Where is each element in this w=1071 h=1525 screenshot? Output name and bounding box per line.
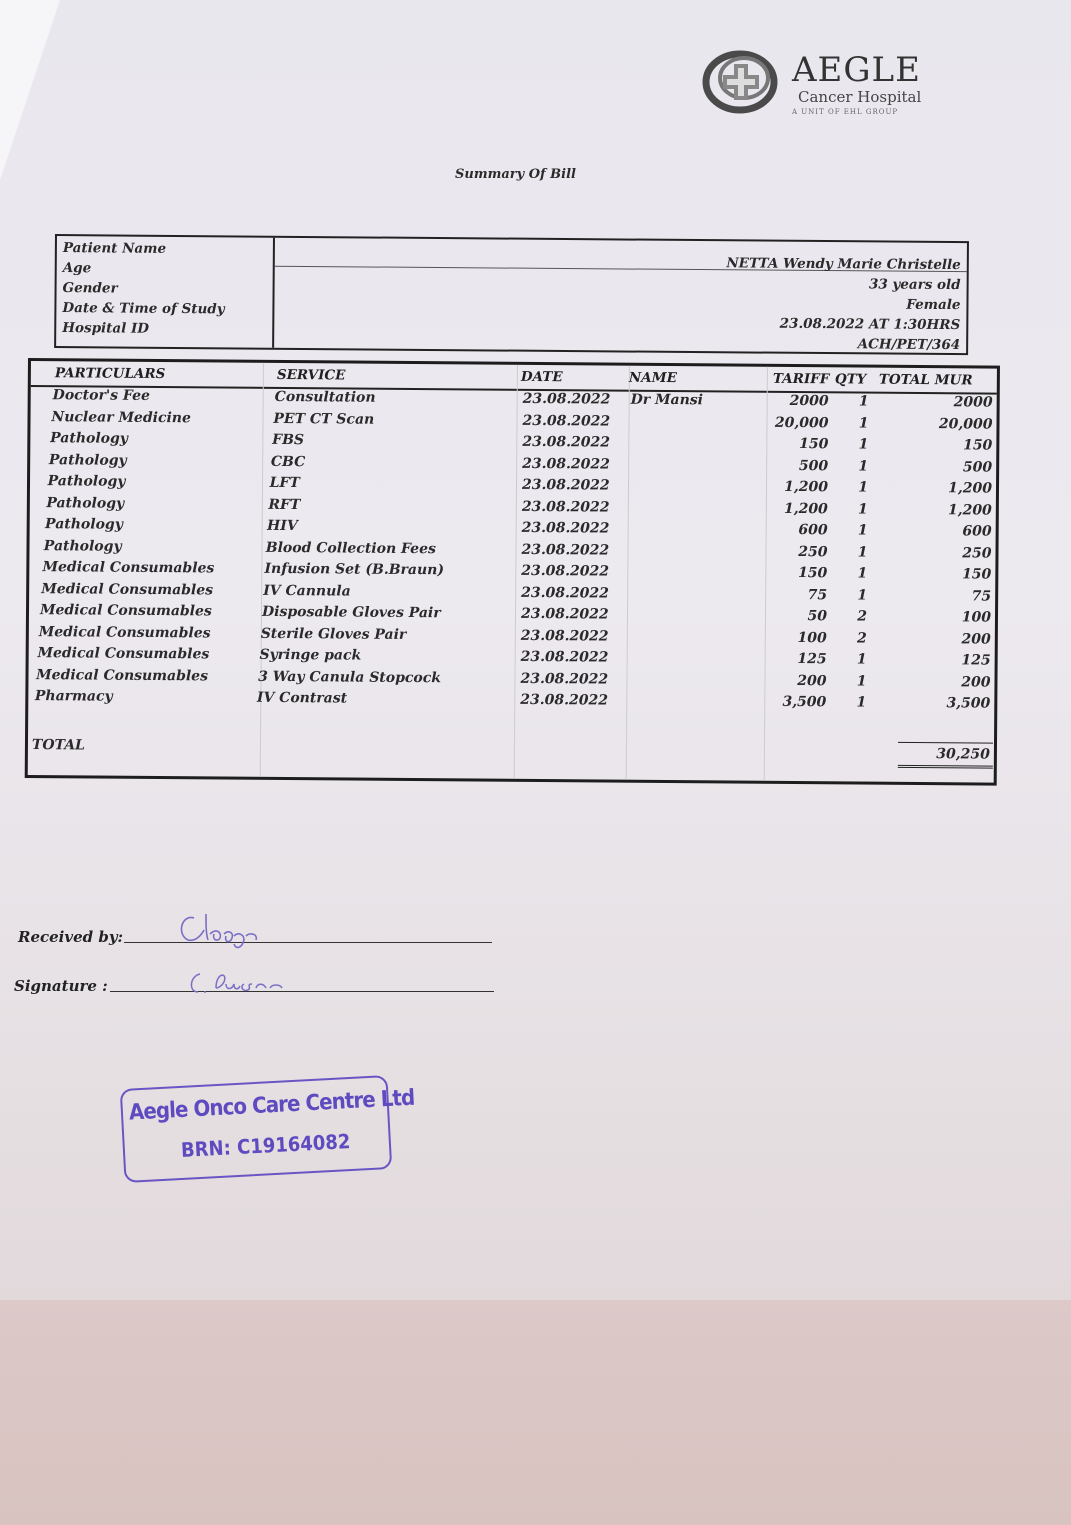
cell-date: 23.08.2022 — [521, 498, 610, 516]
cell-total: 200 — [961, 673, 991, 691]
company-stamp — [120, 1075, 415, 1183]
patient-label: Date & Time of Study — [62, 300, 225, 318]
cell-date: 23.08.2022 — [521, 476, 610, 494]
paper-bottom-shade — [0, 1300, 1071, 1525]
cell-service: Infusion Set (B.Braun) — [264, 560, 445, 579]
cell-tariff: 20,000 — [774, 414, 829, 431]
cell-particulars: Pharmacy — [34, 688, 113, 705]
patient-value: 33 years old — [868, 276, 961, 294]
cell-service: CBC — [270, 453, 306, 470]
cell-total: 500 — [962, 458, 993, 476]
cell-particulars: Medical Consumables — [39, 602, 212, 620]
cell-qty: 1 — [857, 544, 868, 561]
cell-date: 23.08.2022 — [521, 519, 610, 537]
cell-tariff: 600 — [798, 522, 828, 539]
header-service: SERVICE — [276, 366, 346, 384]
cell-service: Sterile Gloves Pair — [260, 625, 407, 643]
cell-tariff: 200 — [797, 672, 827, 689]
header-particulars: PARTICULARS — [54, 365, 166, 383]
cell-qty: 1 — [857, 522, 868, 539]
cell-service: HIV — [267, 517, 298, 535]
total-label: TOTAL — [31, 737, 86, 754]
cell-total: 3,500 — [946, 695, 991, 712]
patient-value: NETTA Wendy Marie Christelle — [726, 255, 961, 274]
cell-date: 23.08.2022 — [522, 455, 610, 473]
cell-total: 100 — [961, 609, 992, 626]
cell-qty: 1 — [858, 393, 869, 410]
patient-values — [726, 253, 961, 355]
cell-tariff: 2000 — [789, 392, 829, 410]
cell-particulars: Medical Consumables — [41, 580, 214, 598]
stamp-company-name: Aegle Onco Care Centre Ltd — [128, 1085, 415, 1126]
patient-value: Female — [906, 296, 961, 314]
cell-date: 23.08.2022 — [522, 390, 611, 408]
cell-tariff: 1,200 — [783, 500, 828, 517]
cell-service: Blood Collection Fees — [265, 539, 436, 557]
cell-total: 600 — [962, 523, 992, 540]
cell-particulars: Pathology — [45, 516, 123, 533]
stamp-brn: BRN: C19164082 — [180, 1129, 351, 1162]
cell-particulars: Pathology — [46, 494, 125, 512]
cell-qty: 1 — [856, 673, 867, 690]
cell-service: FBS — [272, 431, 305, 449]
cell-tariff: 3,500 — [782, 693, 827, 711]
logo-subtitle: Cancer Hospital — [798, 88, 922, 106]
patient-info-box — [54, 234, 969, 355]
cell-service: Syringe pack — [259, 646, 362, 664]
cell-date: 23.08.2022 — [520, 605, 609, 623]
patient-label: Age — [62, 260, 92, 277]
cell-date: 23.08.2022 — [522, 433, 611, 451]
header-tariff: TARIFF — [772, 370, 830, 388]
cell-qty: 1 — [858, 436, 869, 453]
patient-labels — [56, 236, 275, 348]
cell-date: 23.08.2022 — [521, 584, 609, 602]
cell-particulars: Pathology — [50, 430, 129, 447]
signature-line — [110, 991, 494, 992]
cell-qty: 1 — [856, 651, 867, 668]
cell-qty: 1 — [857, 565, 868, 582]
cell-tariff: 500 — [798, 457, 829, 474]
cell-particulars: Nuclear Medicine — [51, 408, 191, 426]
cell-total: 200 — [961, 630, 991, 648]
cell-date: 23.08.2022 — [521, 541, 610, 559]
cell-tariff: 75 — [807, 586, 828, 603]
cell-name: Dr Mansi — [630, 391, 704, 409]
cell-qty: 1 — [858, 415, 869, 432]
column-divider — [514, 365, 518, 779]
cell-total: 1,200 — [947, 501, 992, 519]
cell-total: 150 — [963, 437, 993, 454]
cell-tariff: 125 — [797, 651, 827, 668]
cell-tariff: 150 — [799, 436, 829, 453]
cell-tariff: 1,200 — [784, 478, 829, 496]
cell-date: 23.08.2022 — [522, 412, 611, 430]
cell-service: LFT — [269, 474, 300, 492]
header-date: DATE — [520, 368, 563, 386]
cell-tariff: 50 — [807, 608, 828, 625]
cell-date: 23.08.2022 — [520, 670, 609, 688]
total-rule — [898, 742, 993, 744]
cell-qty: 1 — [856, 694, 867, 711]
patient-value: ACH/PET/364 — [857, 336, 961, 354]
cell-service: IV Cannula — [263, 582, 351, 600]
cell-particulars: Medical Consumables — [36, 666, 209, 684]
signature-label: Signature : — [14, 977, 108, 995]
cell-date: 23.08.2022 — [521, 562, 610, 580]
cell-date: 23.08.2022 — [520, 691, 609, 709]
cell-tariff: 250 — [798, 543, 828, 560]
document-title: Summary Of Bill — [455, 167, 576, 182]
cell-total: 150 — [962, 566, 992, 583]
cell-total: 20,000 — [938, 415, 993, 433]
cell-particulars: Medical Consumables — [42, 559, 215, 577]
patient-label: Patient Name — [62, 240, 167, 257]
cell-service: RFT — [268, 496, 301, 513]
total-double-rule — [898, 765, 993, 769]
cell-particulars: Doctor's Fee — [52, 387, 150, 404]
cell-qty: 1 — [857, 587, 868, 604]
column-divider — [626, 366, 630, 780]
cell-qty: 1 — [858, 479, 869, 496]
cell-qty: 2 — [857, 630, 867, 647]
cell-qty: 2 — [857, 608, 868, 625]
logo-tagline: A UNIT OF EHL GROUP — [792, 108, 899, 116]
bill-items-table — [25, 358, 1000, 786]
header-total: TOTAL MUR — [878, 371, 973, 389]
cell-date: 23.08.2022 — [520, 627, 609, 645]
logo-name: AEGLE — [792, 50, 921, 90]
cell-service: 3 Way Canula Stopcock — [258, 668, 442, 686]
hospital-logo — [700, 42, 940, 132]
cell-qty: 1 — [858, 501, 868, 518]
cell-particulars: Pathology — [43, 537, 122, 555]
patient-value: 23.08.2022 AT 1:30HRS — [779, 315, 961, 334]
cell-particulars: Medical Consumables — [38, 623, 211, 641]
cell-service: IV Contrast — [256, 689, 348, 707]
total-value: 30,250 — [936, 746, 990, 763]
cell-service: Consultation — [274, 388, 376, 406]
column-divider — [260, 363, 264, 777]
cell-total: 250 — [962, 544, 992, 562]
cell-service: PET CT Scan — [273, 410, 375, 428]
cell-total: 125 — [961, 652, 991, 669]
handwritten-name-icon — [172, 904, 272, 950]
cell-tariff: 150 — [798, 565, 828, 582]
header-name: NAME — [628, 369, 677, 387]
cell-particulars: Pathology — [48, 451, 127, 469]
cell-particulars: Medical Consumables — [37, 645, 210, 663]
cross-emblem-icon — [700, 42, 784, 122]
cell-total: 1,200 — [948, 480, 993, 497]
paper-corner — [0, 0, 60, 180]
cell-qty: 1 — [858, 458, 869, 475]
cell-total: 2000 — [953, 394, 993, 411]
cell-service: Disposable Gloves Pair — [261, 603, 441, 622]
patient-label: Hospital ID — [62, 320, 150, 337]
handwritten-signature-icon — [186, 966, 296, 1000]
received-by-label: Received by: — [18, 928, 124, 946]
header-qty: QTY — [834, 371, 867, 388]
cell-tariff: 100 — [797, 629, 827, 646]
cell-particulars: Pathology — [47, 473, 126, 490]
cell-date: 23.08.2022 — [520, 648, 609, 666]
cell-total: 75 — [971, 587, 992, 605]
patient-label: Gender — [62, 280, 118, 297]
